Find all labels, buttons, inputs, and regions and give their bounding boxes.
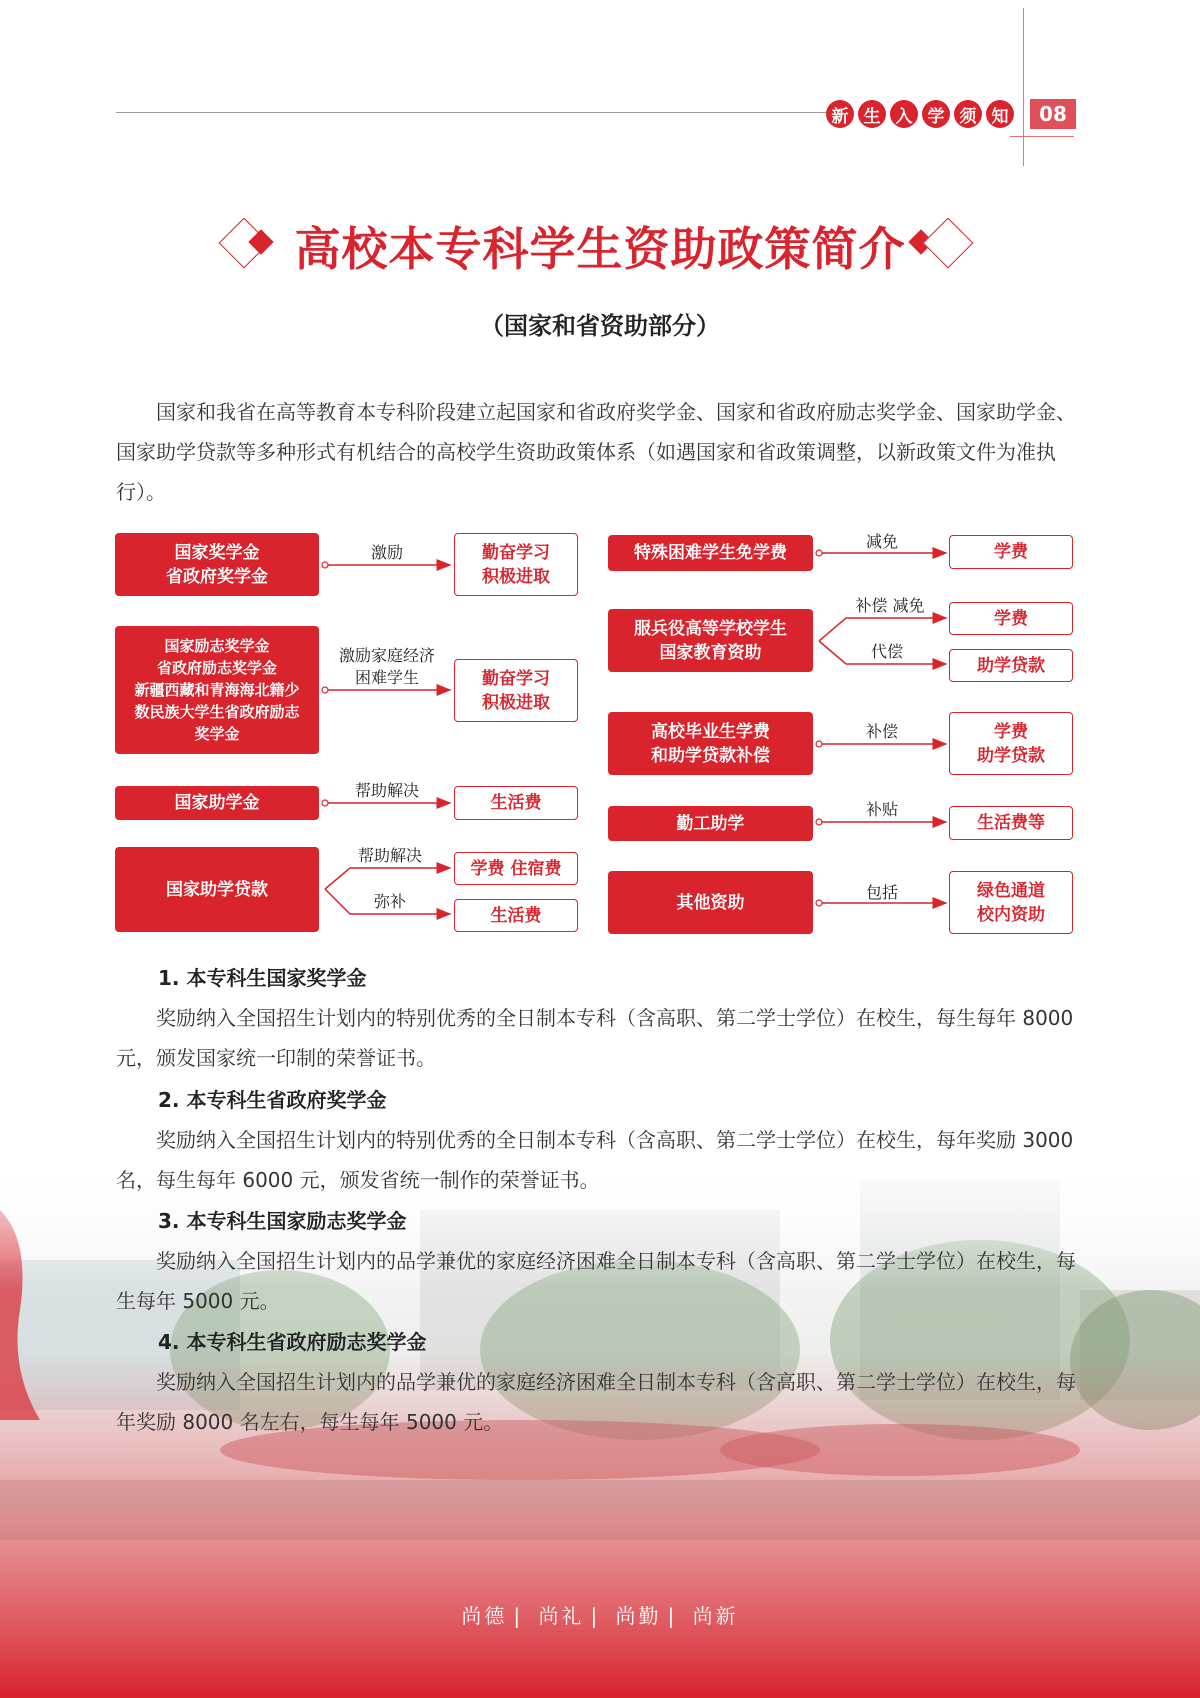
diagram-arrow-label: 包括 (865, 883, 898, 902)
diagram-source-line: 国家教育资助 (659, 642, 762, 663)
section-text: 奖励纳入全国招生计划内的特别优秀的全日制本专科（含高职、第二学士学位）在校生，每生每年 8000 元，颁发国家统一印制的荣誉证书。 (116, 1006, 1074, 1070)
diagram-source-line: 国家助学金 (174, 793, 260, 813)
diagram-target-line: 勤奋学习 (482, 668, 550, 689)
diagram-source-box (608, 871, 813, 934)
diagram-target-line: 学费 住宿费 (470, 858, 562, 879)
diagram-target-box (949, 649, 1073, 682)
diagram-target-box (454, 786, 578, 820)
diagram-source-line: 国家励志奖学金 (164, 637, 270, 655)
diagram-source-box (608, 712, 813, 775)
footer-motto-item: 尚勤 (615, 1604, 662, 1628)
diagram-arrow-label: 补贴 (865, 800, 898, 819)
diagram-source-line: 高校毕业生学费 (651, 721, 770, 742)
diagram-arrow-label: 帮助解决 (354, 781, 419, 800)
diagram-source-box (115, 626, 319, 754)
diagram-source-line: 奖学金 (194, 725, 240, 743)
policy-section (116, 958, 1076, 1078)
diagram-target-line: 积极进取 (482, 566, 550, 587)
page-title: 高校本专科学生资助政策简介 (294, 222, 906, 276)
diagram-source-line: 特殊困难学生免学费 (634, 543, 787, 563)
header-section-label (826, 100, 1014, 128)
diagram-source-line: 国家奖学金 (174, 542, 260, 563)
diagram-source-box (115, 533, 319, 596)
diagram-target-line: 积极进取 (482, 692, 550, 713)
diagram-target-line: 学费 (994, 608, 1028, 629)
footer-motto-item: 尚德 (461, 1604, 508, 1628)
diagram-source-line: 省政府奖学金 (166, 566, 268, 587)
header-char: 须 (954, 100, 982, 128)
diagram-target-line: 校内资助 (977, 904, 1045, 925)
arrow (819, 618, 946, 641)
page-number-underline (1010, 136, 1074, 137)
header-rule (116, 112, 826, 113)
footer-motto: 尚德 | 尚礼 | 尚勤 | 尚新 (461, 1604, 739, 1628)
diagram-source-box (115, 786, 319, 820)
diagram-target-box (949, 712, 1073, 775)
header-char: 学 (922, 100, 950, 128)
footer-motto-item: 尚新 (692, 1604, 739, 1628)
diagram-arrow-label: 补偿 (865, 722, 898, 741)
diagram-source-line: 和助学贷款补偿 (651, 745, 770, 766)
diagram-target-box (454, 852, 578, 885)
diagram-source-line: 其他资助 (676, 892, 745, 913)
page-title-block (0, 205, 1200, 285)
diagram-source-line: 勤工助学 (676, 813, 745, 834)
section-text: 奖励纳入全国招生计划内的特别优秀的全日制本专科（含高职、第二学士学位）在校生，每年奖励 3000 名，每生每年 6000 元，颁发省统一制作的荣誉证书。 (116, 1128, 1074, 1192)
arrow (325, 868, 450, 889)
policy-section (116, 1080, 1076, 1200)
diagram-target-box (454, 899, 578, 932)
diagram-arrow-label-line: 激励家庭经济 (338, 646, 435, 665)
header-char: 新 (826, 100, 854, 128)
section-heading: 2. 本专科生省政府奖学金 (158, 1088, 387, 1112)
diagram-target-box (454, 659, 578, 722)
diagram-source-line: 数民族大学生省政府励志 (134, 703, 300, 721)
diagram-source-box (608, 806, 813, 841)
page-number: 08 (1030, 99, 1076, 129)
diagram-target-line: 助学贷款 (977, 655, 1045, 676)
diagram-arrow-label: 激励 (370, 543, 403, 562)
diagram-target-line: 绿色通道 (977, 880, 1045, 901)
section-heading: 1. 本专科生国家奖学金 (158, 966, 367, 990)
diagram-target-box (454, 533, 578, 596)
section-heading: 4. 本专科生省政府励志奖学金 (158, 1330, 427, 1354)
diagram-target-line: 学费 (994, 721, 1028, 742)
diagram-target-line: 生活费 (490, 905, 542, 926)
diagram-target-line: 生活费等 (977, 813, 1045, 833)
diagram-source-box (608, 609, 813, 672)
intro-paragraph: 国家和我省在高等教育本专科阶段建立起国家和省政府奖学金、国家和省政府励志奖学金、国家助学金、国家助学贷款等多种形式有机结合的高校学生资助政策体系（如遇国家和省政策调整，以新政策文件为准执行）。 (116, 400, 1076, 504)
diagram-target-box (949, 602, 1073, 635)
diagram-arrow-label: 减免 (865, 532, 898, 551)
diagram-arrow-label: 帮助解决 (357, 846, 422, 865)
diagram-target-line: 学费 (994, 542, 1028, 562)
section-text: 奖励纳入全国招生计划内的品学兼优的家庭经济困难全日制本专科（含高职、第二学士学位）在校生，每年奖励 8000 名左右，每生每年 5000 元。 (116, 1370, 1076, 1434)
diagram-source-line: 新疆西藏和青海海北籍少 (134, 681, 300, 699)
section-heading: 3. 本专科生国家励志奖学金 (158, 1209, 407, 1233)
section-text: 奖励纳入全国招生计划内的品学兼优的家庭经济困难全日制本专科（含高职、第二学士学位）在校生，每生每年 5000 元。 (116, 1249, 1076, 1313)
policy-section (116, 1201, 1076, 1321)
header-char: 入 (890, 100, 918, 128)
policy-section (116, 1322, 1076, 1442)
diagram-source-line: 国家助学贷款 (166, 879, 268, 900)
diagram-target-line: 勤奋学习 (482, 542, 550, 563)
diagram-source-box (115, 847, 319, 932)
diagram-arrow-label: 补偿 减免 (855, 596, 925, 615)
page-subtitle: （国家和省资助部分） (480, 312, 720, 340)
diagram-arrow-label: 弥补 (373, 892, 406, 911)
diagram-arrow-label: 代偿 (870, 642, 903, 661)
header-char: 生 (858, 100, 886, 128)
diagram-target-box (949, 871, 1073, 934)
footer-motto-item: 尚礼 (538, 1604, 585, 1628)
diagram-arrow-label-line: 困难学生 (354, 668, 419, 687)
header-char: 知 (986, 100, 1014, 128)
diagram-arrow-label (327, 645, 447, 689)
diagram-target-box (949, 535, 1073, 569)
diagram-target-line: 生活费 (490, 793, 542, 813)
diagram-source-line: 省政府励志奖学金 (156, 659, 277, 677)
diagram-source-line: 服兵役高等学校学生 (634, 618, 787, 639)
diagram-source-box (608, 535, 813, 571)
diagram-target-box (949, 806, 1073, 840)
header-vertical-rule (1023, 8, 1024, 166)
diagram-target-line: 助学贷款 (977, 745, 1045, 766)
